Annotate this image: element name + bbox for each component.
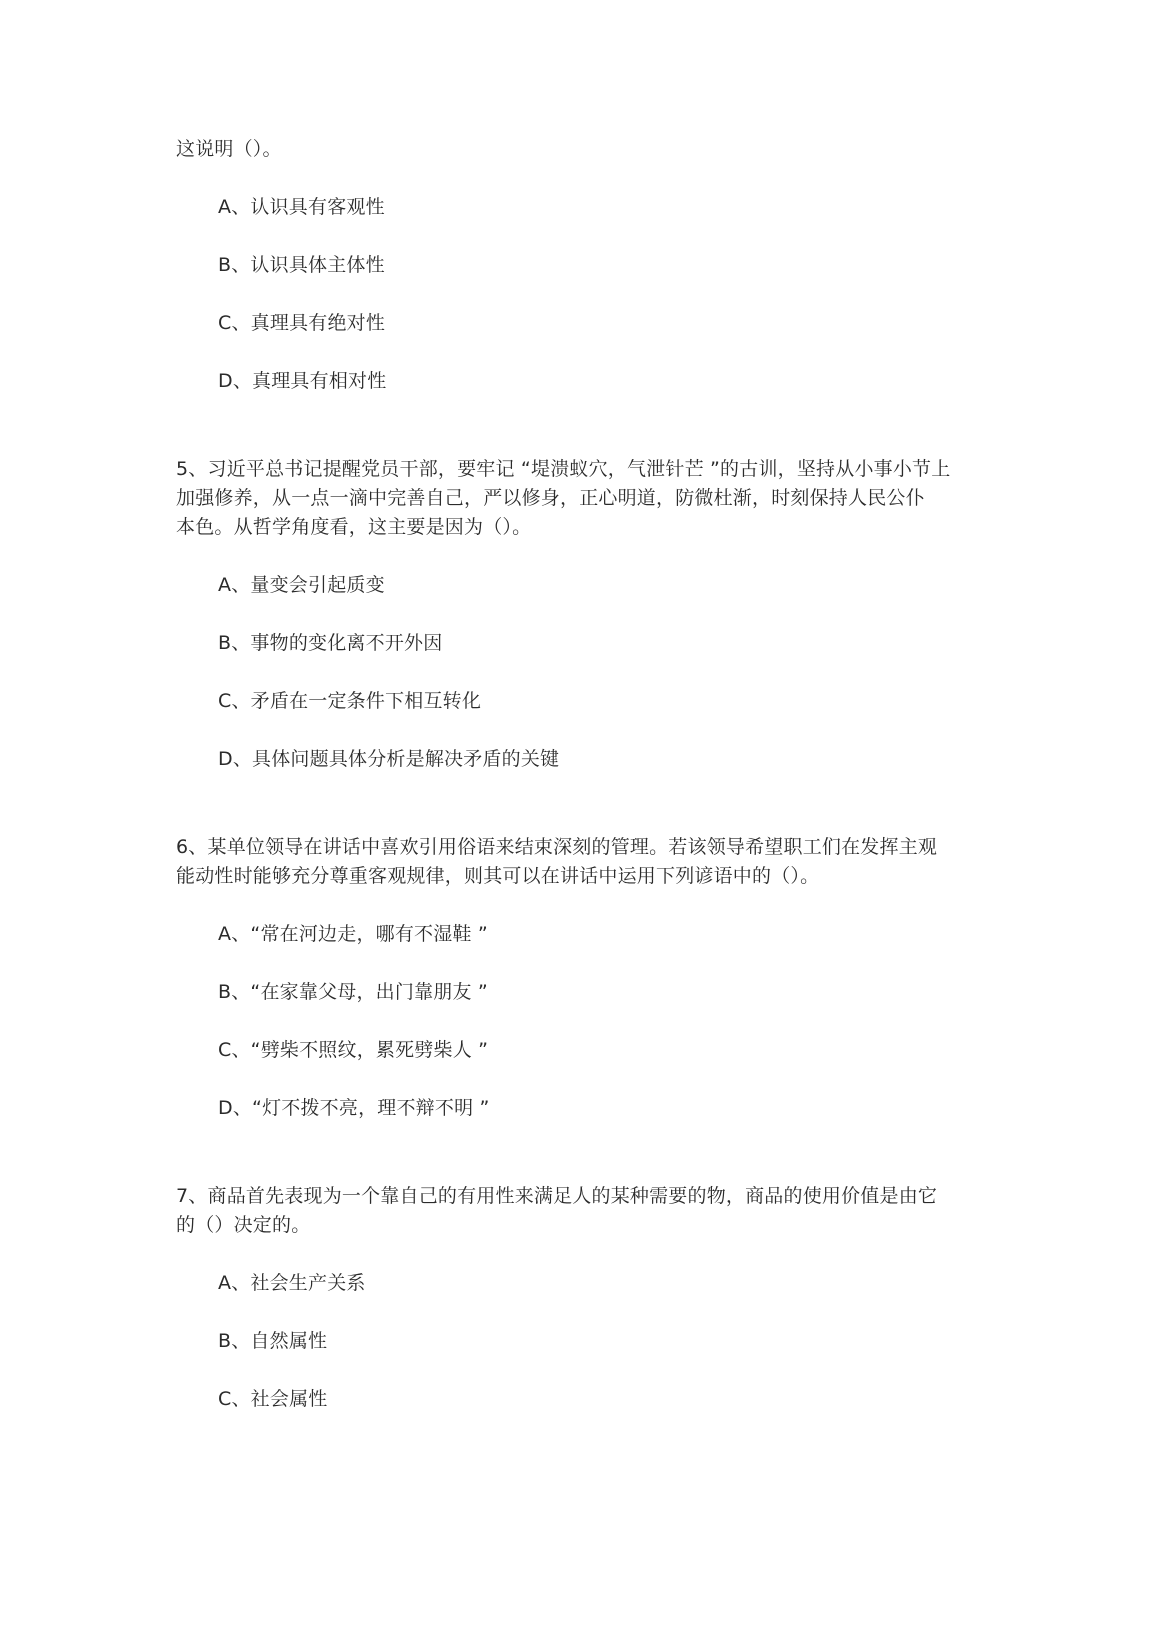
q6-stem-line-1: 6、某单位领导在讲话中喜欢引用俗语来结束深刻的管理。若该领导希望职工们在发挥主观 <box>176 836 938 858</box>
q4-option-a: A、认识具有客观性 <box>218 196 385 218</box>
question-4-stem-tail: 这说明（）。 <box>176 138 282 160</box>
q6-stem-line-2: 能动性时能够充分尊重客观规律，则其可以在讲话中运用下列谚语中的（）。 <box>176 865 820 887</box>
q6-option-d: D、“灯不拨不亮，理不辩不明 ” <box>218 1097 490 1119</box>
q5-option-d: D、具体问题具体分析是解决矛盾的关键 <box>218 748 560 770</box>
q5-stem-line-2: 加强修养，从一点一滴中完善自己，严以修身，正心明道，防微杜渐，时刻保持人民公仆 <box>176 487 925 509</box>
q5-option-b: B、事物的变化离不开外因 <box>218 632 443 654</box>
q7-stem-line-2: 的（）决定的。 <box>176 1214 311 1236</box>
q7-option-a: A、社会生产关系 <box>218 1272 366 1294</box>
q5-option-a: A、量变会引起质变 <box>218 574 385 596</box>
q7-stem-line-1: 7、商品首先表现为一个靠自己的有用性来满足人的某种需要的物，商品的使用价值是由它 <box>176 1185 938 1207</box>
q7-option-b: B、自然属性 <box>218 1330 328 1352</box>
q4-option-b: B、认识具体主体性 <box>218 254 385 276</box>
q5-stem-line-1: 5、习近平总书记提醒党员干部，要牢记 “堤溃蚁穴，气泄针芒 ”的古训，坚持从小事小节上 <box>176 458 951 480</box>
q7-option-c: C、社会属性 <box>218 1388 328 1410</box>
q6-option-a: A、“常在河边走，哪有不湿鞋 ” <box>218 923 488 945</box>
q4-option-d: D、真理具有相对性 <box>218 370 387 392</box>
q5-option-c: C、矛盾在一定条件下相互转化 <box>218 690 482 712</box>
q5-stem-line-3: 本色。从哲学角度看，这主要是因为（）。 <box>176 516 532 538</box>
q4-option-c: C、真理具有绝对性 <box>218 312 386 334</box>
q6-option-b: B、“在家靠父母，出门靠朋友 ” <box>218 981 488 1003</box>
q6-option-c: C、“劈柴不照纹，累死劈柴人 ” <box>218 1039 489 1061</box>
